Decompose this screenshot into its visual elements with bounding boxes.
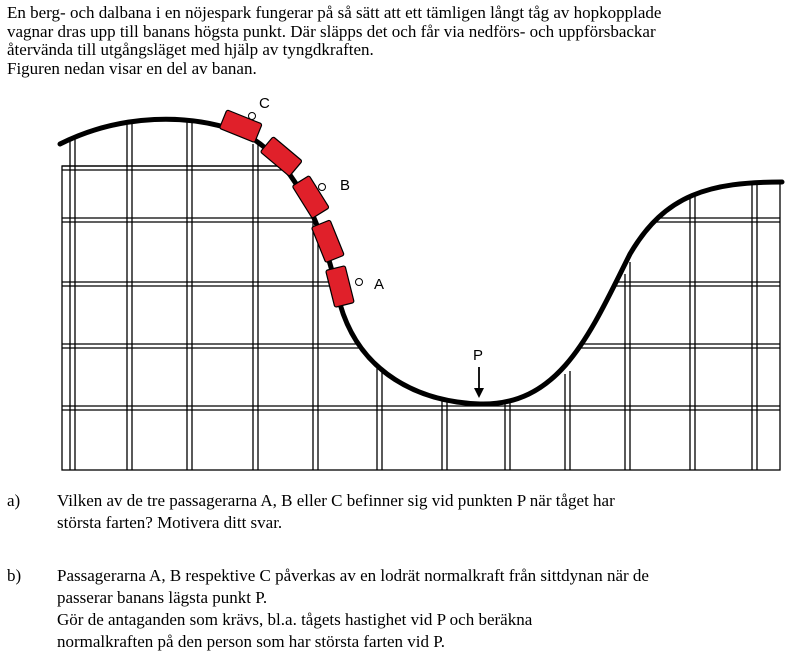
roller-coaster-figure: [0, 94, 800, 474]
label-a: A: [374, 276, 385, 293]
roller-coaster-svg: [0, 94, 800, 474]
passenger-b-head: [319, 184, 326, 191]
question-b-line-3: Gör de antaganden som krävs, bl.a. tågets hastighet vid P och beräkna: [57, 610, 533, 629]
sky-mask: [60, 94, 782, 404]
label-b: B: [340, 177, 351, 194]
intro-line-2: vagnar dras upp till banans högsta punkt. Där släpps det och får via nedförs- och uppförsbackar: [7, 21, 656, 41]
label-c: C: [259, 95, 270, 112]
question-a-line-2: största farten? Motivera ditt svar.: [57, 513, 283, 532]
intro-text: [7, 4, 797, 78]
passenger-c-head: [249, 113, 256, 120]
question-a-line-1: Vilken av de tre passagerarna A, B eller C befinner sig vid punkten P när tåget har: [57, 491, 615, 510]
question-a-number: a): [7, 491, 21, 510]
question-b-line-1: Passagerarna A, B respektive C påverkas av en lodrät normalkraft från sittdynan när de: [57, 566, 649, 585]
question-b-line-2: passerar banans lägsta punkt P.: [57, 588, 268, 607]
intro-line-3: återvända till utgångsläget med hjälp av tyngdkraften.: [7, 40, 374, 59]
intro-line-4: Figuren nedan visar en del av banan.: [7, 58, 257, 78]
passenger-a-head: [356, 279, 363, 286]
intro-line-1: En berg- och dalbana i en nöjespark fungerar på så sätt att ett tämligen långt tåg av hopkopplade: [7, 3, 662, 22]
question-b-line-4: normalkraften på den person som har största farten vid P.: [57, 632, 446, 651]
label-p: P: [473, 347, 484, 364]
question-b-number: b): [7, 566, 22, 585]
